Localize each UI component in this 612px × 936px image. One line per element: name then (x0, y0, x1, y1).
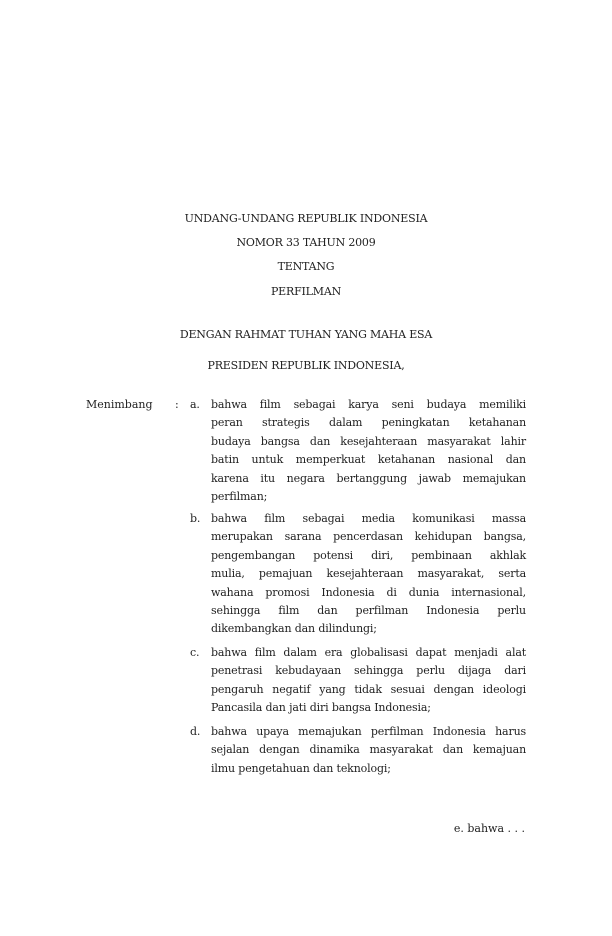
item-line: wahana promosi Indonesia di dunia internasional, (211, 585, 526, 599)
item-line: sejalan dengan dinamika masyarakat dan kemajuan (211, 743, 526, 757)
law-title: UNDANG-UNDANG REPUBLIK INDONESIA (184, 212, 428, 225)
item-line: batin untuk memperkuat ketahanan nasional dan (211, 453, 526, 467)
item-line: sehingga film dan perfilman Indonesia perlu (211, 603, 526, 617)
about-heading: TENTANG (277, 260, 335, 273)
considering-label: Menimbang (86, 398, 153, 411)
item-marker: d. (190, 725, 201, 738)
blessing-line: DENGAN RAHMAT TUHAN YANG MAHA ESA (179, 328, 433, 341)
item-line: pengaruh negatif yang tidak sesuai dengan ideologi (211, 682, 526, 696)
item-marker: b. (190, 512, 201, 525)
item-line: ilmu pengetahuan dan teknologi; (211, 761, 391, 775)
item-line: pengembangan potensi diri, pembinaan akhlak (211, 548, 526, 562)
item-marker: c. (190, 646, 200, 659)
item-line: penetrasi kebudayaan sehingga perlu dijaga dari (211, 664, 526, 678)
item-line: bahwa film dalam era globalisasi dapat menjadi alat (211, 646, 526, 659)
item-line: perfilman; (211, 489, 268, 503)
president-line: PRESIDEN REPUBLIK INDONESIA, (207, 359, 405, 372)
item-line: bahwa film sebagai media komunikasi massa (211, 512, 526, 525)
item-line: bahwa film sebagai karya seni budaya memiliki (211, 398, 526, 411)
item-marker: a. (190, 398, 200, 411)
item-line: Pancasila dan jati diri bangsa Indonesia; (211, 701, 431, 715)
item-line: peran strategis dalam peningkatan ketahanan (211, 416, 526, 430)
law-number: NOMOR 33 TAHUN 2009 (236, 236, 376, 249)
item-text (211, 396, 526, 506)
item-text (211, 510, 526, 639)
item-line: mulia, pemajuan kesejahteraan masyarakat, serta (211, 567, 526, 581)
item-text (211, 723, 526, 778)
considering-colon: : (175, 398, 179, 411)
item-line: dikembangkan dan dilindungi; (211, 622, 377, 636)
law-subject: PERFILMAN (270, 285, 342, 298)
item-line: budaya bangsa dan kesejahteraan masyarakat lahir (211, 434, 526, 448)
item-line: merupakan sarana pencerdasan kehidupan bangsa, (211, 530, 526, 544)
item-line: bahwa upaya memajukan perfilman Indonesia harus (211, 725, 526, 738)
item-line: karena itu negara bertanggung jawab memajukan (211, 471, 526, 485)
page-continuation: e. bahwa . . . (453, 822, 525, 835)
item-text (211, 644, 526, 718)
